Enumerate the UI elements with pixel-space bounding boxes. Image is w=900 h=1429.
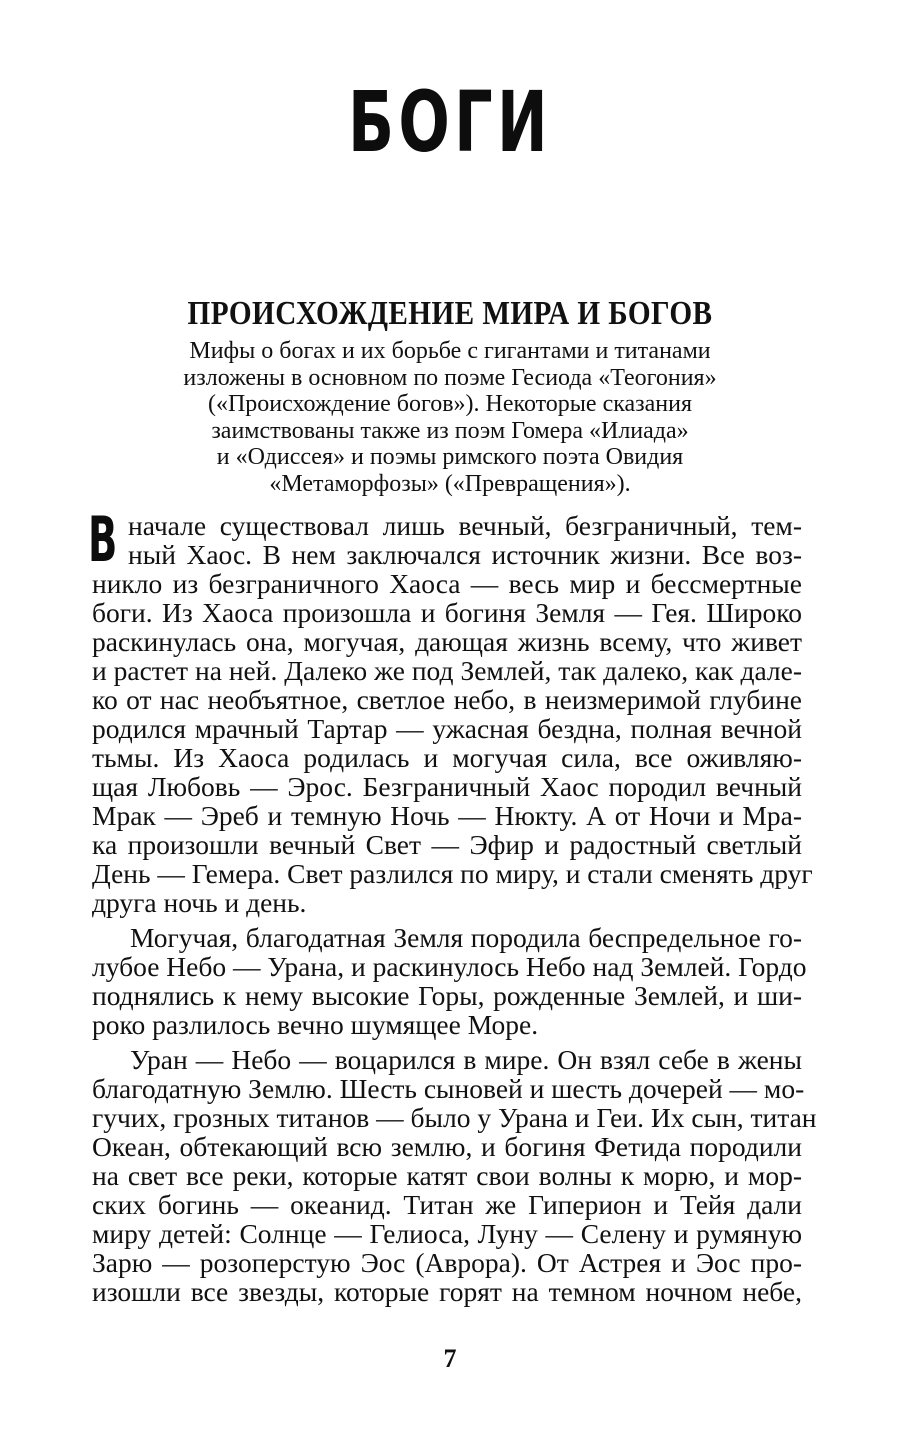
text-line: Уран — Небо — воцарился в мире. Он взял себе в жены [130, 1044, 802, 1075]
paragraph-2 [92, 922, 807, 1040]
text-line: тьмы. Из Хаоса родилась и могучая сила, все оживляю- [92, 742, 802, 773]
paragraph-1 [88, 503, 813, 918]
text-line: лубое Небо — Урана, и раскинулось Небо над Землей. Гордо [92, 951, 807, 982]
section-title: ПРОИСХОЖДЕНИЕ МИРА И БОГОВ [187, 295, 713, 332]
text-line: Мрак — Эреб и темную Ночь — Нюкту. А от Ночи и Мра- [92, 800, 802, 831]
text-line: Могучая, благодатная Земля породила беспредельное го- [130, 922, 802, 953]
text-line: ко от нас необъятное, светлое небо, в неизмеримой глубине [92, 684, 802, 715]
epigraph-line: Мифы о богах и их борьбе с гигантами и титанами [189, 338, 711, 364]
text-line: роко разлилось вечно шумящее Море. [92, 1009, 539, 1040]
text-line: благодатную Землю. Шесть сыновей и шесть дочерей — мо- [92, 1073, 805, 1104]
text-line: поднялись к нему высокие Горы, рожденные Землей, и ши- [92, 980, 802, 1011]
epigraph-line: заимствованы также из поэм Гомера «Илиада» [211, 417, 689, 444]
text-line: родился мрачный Тартар — ужасная бездна, полная вечной [92, 713, 802, 744]
text-line: боги. Из Хаоса произошла и богиня Земля — Гея. Широко [92, 597, 802, 628]
page-number: 7 [443, 1344, 457, 1373]
text-line: начале существовал лишь вечный, безграничный, тем- [128, 510, 802, 541]
epigraph-line: изложены в основном по поэме Гесиода «Теогония» [183, 364, 717, 391]
text-line: ских богинь — океанид. Титан же Гиперион и Тейя дали [92, 1189, 802, 1220]
text-line: День — Гемера. Свет разлился по миру, и стали сменять друг [92, 858, 813, 889]
text-line: изошли все звезды, которые горят на темном ночном небе, [92, 1276, 802, 1307]
paragraph-3 [92, 1044, 817, 1307]
epigraph [100, 338, 800, 497]
text-line: и растет на ней. Далеко же под Землей, так далеко, как дале- [92, 655, 802, 686]
text-line: ный Хаос. В нем заключался источник жизни. Все воз- [128, 539, 802, 570]
text-line: друга ночь и день. [92, 887, 307, 918]
epigraph-line: («Происхождение богов»). Некоторые сказания [207, 391, 693, 417]
text-line: раскинулась она, могучая, дающая жизнь всему, что живет [92, 626, 802, 657]
text-line: миру детей: Солнце — Гелиоса, Луну — Селену и румяную [92, 1218, 802, 1249]
chapter-title: БОГИ [348, 73, 552, 171]
text-line: никло из безграничного Хаоса — весь мир и бессмертные [92, 568, 802, 599]
text-line: ка произошли вечный Свет — Эфир и радостный светлый [92, 829, 802, 860]
text-line: щая Любовь — Эрос. Безграничный Хаос породил вечный [92, 771, 802, 802]
text-line: на свет все реки, которые катят свои волны к морю, и мор- [92, 1160, 802, 1191]
body-text [88, 503, 817, 1312]
epigraph-line: «Метаморфозы» («Превращения»). [269, 470, 631, 497]
text-line: гучих, грозных титанов — было у Урана и Геи. Их сын, титан [92, 1102, 817, 1133]
drop-cap: В [88, 503, 118, 576]
epigraph-line: и «Одиссея» и поэмы римского поэта Овидия [216, 444, 684, 470]
text-line: Зарю — розоперстую Эос (Аврора). От Астрея и Эос про- [92, 1247, 802, 1278]
text-line: Океан, обтекающий всю землю, и богиня Фетида породили [92, 1131, 802, 1162]
